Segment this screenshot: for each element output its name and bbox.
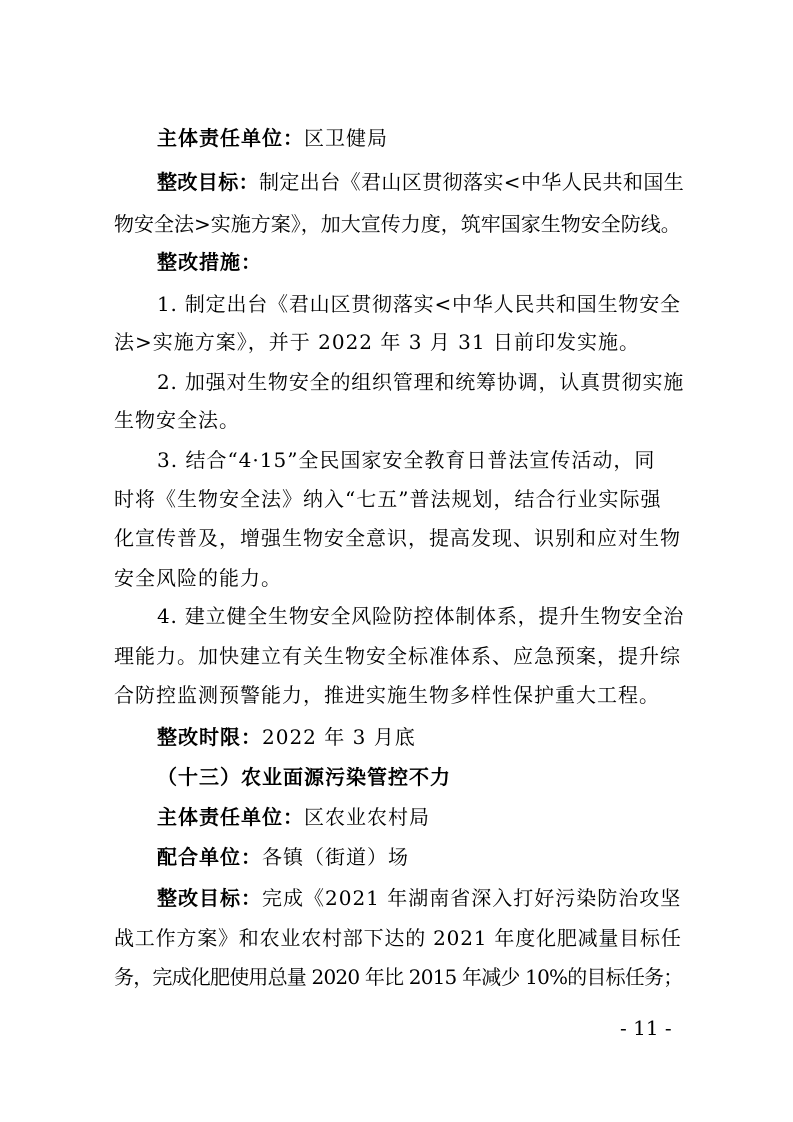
measure-1-line-1: 1. 制定出台《君山区贯彻落实<中华人民共和国生物安全	[157, 292, 681, 316]
cooperating-unit-value: 各镇（街道）场	[262, 845, 409, 869]
section-thirteen-responsible-label: 主体责任单位：	[157, 805, 304, 829]
measure-4-line-1: 4. 建立健全生物安全风险防控体制体系，提升生物安全治	[157, 604, 685, 628]
section-thirteen-goal-line	[157, 886, 684, 910]
measure-2-line-2: 生物安全法。	[114, 408, 240, 432]
measure-2-line-1: 2. 加强对生物安全的组织管理和统筹协调，认真贯彻实施	[157, 370, 685, 394]
rectification-goal-label: 整改目标：	[157, 170, 259, 194]
page-number: - 11 -	[620, 1016, 672, 1040]
deadline-label: 整改时限：	[157, 725, 262, 749]
measures-heading: 整改措施：	[157, 250, 262, 274]
responsible-unit-label: 主体责任单位：	[157, 126, 304, 150]
deadline-value: 2022 年 3 月底	[262, 725, 416, 749]
measure-3-line-1: 3. 结合“4·15”全民国家安全教育日普法宣传活动，同	[157, 448, 656, 472]
section-thirteen-heading-line	[157, 765, 684, 789]
rectification-goal-line	[157, 170, 684, 194]
section-thirteen-goal-continuation-2: 务，完成化肥使用总量 2020 年比 2015 年减少 10%的目标任务；	[114, 965, 683, 989]
responsible-unit-value: 区卫健局	[304, 126, 388, 150]
section-thirteen-responsible-value: 区农业农村局	[304, 805, 430, 829]
measure-4-line-2: 理能力。加快建立有关生物安全标准体系、应急预案，提升综	[114, 644, 681, 668]
cooperating-unit-label: 配合单位：	[157, 845, 262, 869]
measure-3-line-3: 化宣传普及，增强生物安全意识，提高发现、识别和应对生物	[114, 526, 681, 550]
section-thirteen-goal-label: 整改目标：	[157, 886, 262, 910]
deadline-line	[157, 725, 684, 749]
responsible-unit-line	[157, 126, 684, 150]
section-thirteen-responsible-line	[157, 805, 684, 829]
measure-3-line-4: 安全风险的能力。	[114, 566, 282, 590]
rectification-goal-continuation: 物安全法>实施方案》，加大宣传力度，筑牢国家生物安全防线。	[114, 212, 681, 236]
measure-3-line-2: 时将《生物安全法》纳入“七五”普法规划，结合行业实际强	[114, 487, 662, 511]
measure-1-line-2: 法>实施方案》，并于 2022 年 3 月 31 日前印发实施。	[114, 330, 640, 354]
section-thirteen-goal-text: 完成《2021 年湖南省深入打好污染防治攻坚	[262, 886, 682, 910]
measures-heading-line	[157, 250, 684, 274]
rectification-goal-text: 制定出台《君山区贯彻落实<中华人民共和国生	[259, 170, 685, 194]
measure-4-line-3: 合防控监测预警能力，推进实施生物多样性保护重大工程。	[114, 683, 660, 707]
cooperating-unit-line	[157, 845, 684, 869]
section-thirteen-heading: （十三）农业面源污染管控不力	[157, 765, 451, 789]
section-thirteen-goal-continuation-1: 战工作方案》和农业农村部下达的 2021 年度化肥减量目标任	[114, 926, 682, 950]
